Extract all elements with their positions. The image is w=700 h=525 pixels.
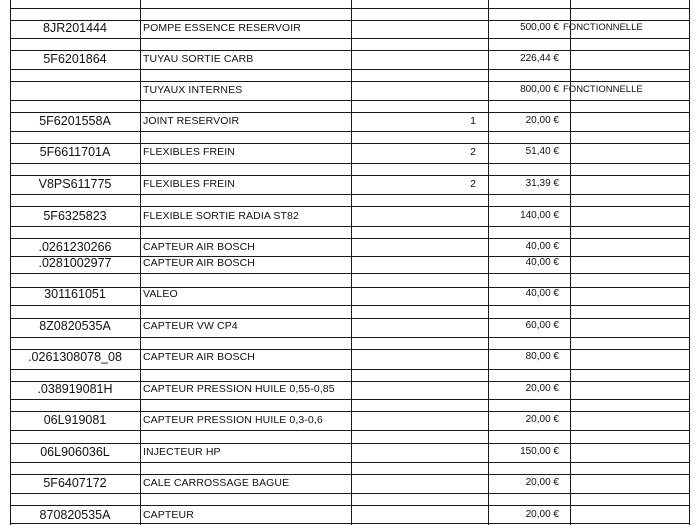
row-divider — [10, 505, 690, 506]
row-divider — [10, 143, 690, 144]
part-price: 800,00 € — [520, 85, 559, 95]
row-divider — [10, 69, 690, 70]
row-divider — [10, 411, 690, 412]
part-price: 80,00 € — [525, 352, 559, 362]
part-description: CAPTEUR AIR BOSCH — [143, 242, 255, 253]
part-description: CAPTEUR AIR BOSCH — [143, 258, 255, 269]
row-divider — [10, 443, 690, 444]
row-divider — [10, 337, 690, 338]
part-description: VALEO — [143, 289, 178, 300]
part-reference: V8PS611775 — [38, 178, 112, 191]
column-divider — [689, 0, 690, 525]
part-price: 51,40 € — [525, 147, 559, 157]
row-divider — [10, 175, 690, 176]
part-description: CALE CARROSSAGE BAGUE — [143, 478, 290, 489]
part-description: TUYAUX INTERNES — [143, 85, 243, 96]
row-divider — [10, 8, 690, 9]
row-divider — [10, 131, 690, 132]
part-price: 20,00 € — [525, 116, 559, 126]
part-reference: 5F6611701A — [39, 146, 111, 159]
part-description: CAPTEUR AIR BOSCH — [143, 352, 255, 363]
column-divider — [351, 0, 352, 525]
column-divider — [570, 0, 571, 525]
part-price: 20,00 € — [525, 478, 559, 488]
part-reference: 5F6407172 — [43, 477, 107, 490]
part-price: 20,00 € — [525, 415, 559, 425]
row-divider — [10, 369, 690, 370]
part-description: CAPTEUR PRESSION HUILE 0,3-0,6 — [143, 415, 323, 426]
part-price: 40,00 € — [525, 242, 559, 252]
part-price: 500,00 € — [520, 23, 559, 33]
row-divider — [10, 430, 690, 431]
part-price: 140,00 € — [520, 211, 559, 221]
row-divider — [10, 100, 690, 101]
parts-table — [10, 0, 690, 525]
part-description: FLEXIBLES FREIN — [143, 147, 235, 158]
part-reference: 8Z0820535A — [39, 320, 111, 333]
row-divider — [10, 493, 690, 494]
part-description: JOINT RESERVOIR — [143, 116, 240, 127]
part-reference: .0261308078_08 — [28, 351, 122, 364]
part-description: INJECTEUR HP — [143, 447, 221, 458]
part-reference: 06L906036L — [40, 446, 110, 459]
part-quantity: 2 — [470, 179, 476, 190]
part-description: TUYAU SORTIE CARB — [143, 54, 254, 65]
part-quantity: 1 — [470, 116, 476, 127]
part-description: CAPTEUR — [143, 510, 194, 521]
row-divider — [10, 81, 690, 82]
part-price: 226,44 € — [520, 54, 559, 64]
part-reference: 06L919081 — [43, 414, 107, 427]
row-divider — [10, 523, 690, 524]
part-reference: 5F6325823 — [43, 210, 107, 223]
part-price: 31,39 € — [525, 179, 559, 189]
part-status: FONCTIONNELLE — [563, 23, 643, 33]
part-reference: .0261230266 — [38, 241, 112, 254]
part-reference: .0281002977 — [38, 257, 112, 270]
row-divider — [10, 399, 690, 400]
part-price: 40,00 € — [525, 258, 559, 268]
part-price: 150,00 € — [520, 447, 559, 457]
row-divider — [10, 38, 690, 39]
row-divider — [10, 318, 690, 319]
part-reference: 870820535A — [39, 509, 111, 522]
row-divider — [10, 349, 690, 350]
part-description: FLEXIBLE SORTIE RADIA ST82 — [143, 211, 299, 222]
row-divider — [10, 474, 690, 475]
row-divider — [10, 238, 690, 239]
part-reference: 5F6201864 — [43, 53, 107, 66]
part-description: POMPE ESSENCE RESERVOIR — [143, 23, 301, 34]
row-divider — [10, 273, 690, 274]
part-description: CAPTEUR VW CP4 — [143, 321, 238, 332]
row-divider — [10, 462, 690, 463]
part-reference: 5F6201558A — [39, 115, 111, 128]
row-divider — [10, 112, 690, 113]
part-description: FLEXIBLES FREIN — [143, 179, 235, 190]
part-reference: .038919081H — [37, 383, 113, 396]
row-divider — [10, 381, 690, 382]
part-price: 40,00 € — [525, 289, 559, 299]
part-reference: 8JR201444 — [43, 22, 107, 35]
row-divider — [10, 194, 690, 195]
row-divider — [10, 226, 690, 227]
row-divider — [10, 206, 690, 207]
part-reference: 301161051 — [44, 288, 106, 301]
part-status: FONCTIONNELLE — [563, 85, 643, 95]
part-price: 20,00 € — [525, 510, 559, 520]
row-divider — [10, 50, 690, 51]
part-price: 20,00 € — [525, 384, 559, 394]
part-price: 60,00 € — [525, 321, 559, 331]
row-divider — [10, 305, 690, 306]
row-divider — [10, 20, 690, 21]
column-divider — [140, 0, 141, 525]
part-description: CAPTEUR PRESSION HUILE 0,55-0,85 — [143, 384, 335, 395]
part-quantity: 2 — [470, 147, 476, 158]
row-divider — [10, 163, 690, 164]
